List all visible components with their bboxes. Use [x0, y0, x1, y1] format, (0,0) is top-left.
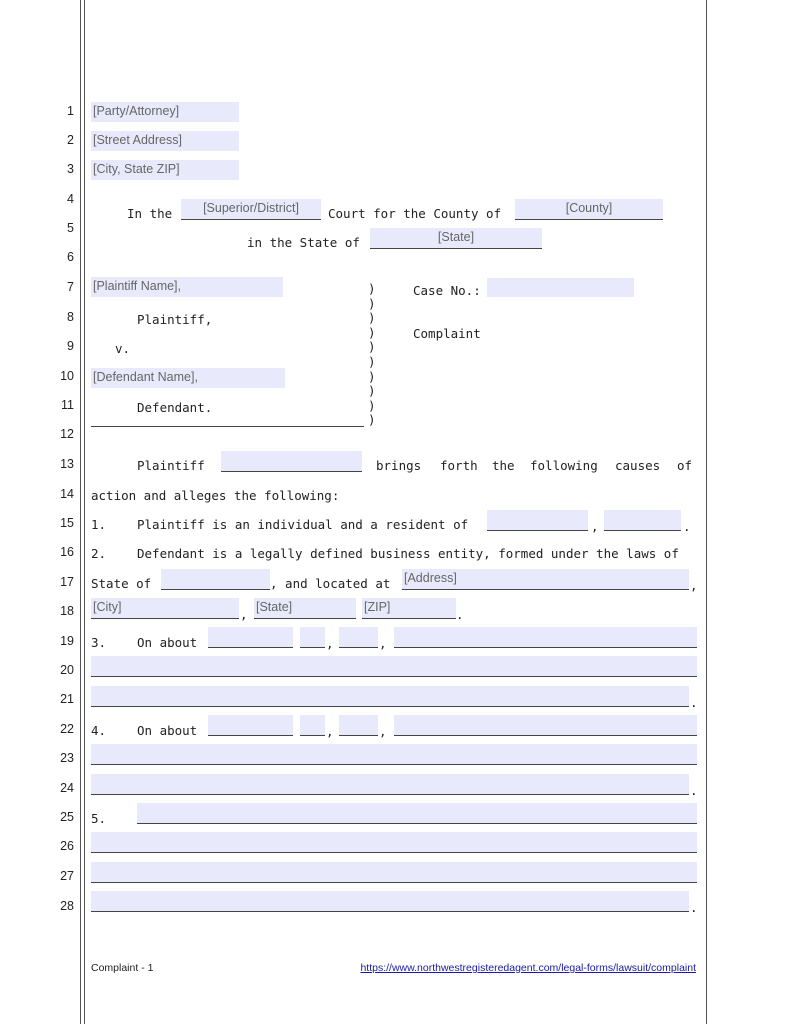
city-field[interactable]: [City]	[91, 598, 239, 619]
line-number: 11	[61, 398, 74, 412]
p5-details-line-4[interactable]	[91, 891, 689, 912]
line-number: 28	[60, 899, 74, 913]
p4-date-month-field[interactable]	[208, 715, 293, 736]
court-in-the-text: In the	[127, 206, 173, 221]
line-number: 9	[67, 339, 74, 353]
line-number: 3	[67, 162, 74, 176]
line-number: 18	[60, 604, 74, 618]
zip-field[interactable]: [ZIP]	[362, 598, 456, 619]
defendant-label: Defendant.	[137, 400, 213, 415]
paragraph-5-number: 5.	[91, 811, 107, 826]
on-about-text: On about	[137, 635, 198, 650]
and-located-at-text: , and located at	[270, 576, 391, 591]
line-number: 16	[60, 545, 74, 559]
address-state-field[interactable]: [State]	[254, 598, 356, 619]
p4-details-line-3[interactable]	[91, 774, 689, 795]
paragraph-1-text: Plaintiff is an individual and a resident of	[137, 517, 469, 532]
line-number: 15	[60, 516, 74, 530]
comma: ,	[379, 724, 387, 739]
comma: ,	[240, 607, 248, 622]
p5-details-line-2[interactable]	[91, 832, 697, 853]
line-number: 1	[67, 104, 74, 118]
line-number: 27	[60, 869, 74, 883]
p4-details-line-2[interactable]	[91, 744, 697, 765]
comma: ,	[690, 578, 698, 593]
right-margin-rule	[706, 0, 707, 1024]
paragraph-2-text: Defendant is a legally defined business entity, formed under the laws of	[137, 546, 679, 561]
p3-date-month-field[interactable]	[208, 627, 293, 648]
p4-details-field[interactable]	[394, 715, 697, 736]
line-number: 26	[60, 839, 74, 853]
line-number: 24	[60, 781, 74, 795]
intro-line-2: action and alleges the following:	[91, 488, 340, 503]
line-number: 25	[60, 810, 74, 824]
line-number: 5	[67, 221, 74, 235]
line-number: 10	[60, 369, 74, 383]
comma: ,	[591, 519, 599, 534]
p5-details-field[interactable]	[137, 803, 697, 824]
intro-word: the	[492, 458, 515, 473]
line-number: 20	[60, 663, 74, 677]
intro-word: brings	[376, 458, 422, 473]
comma: ,	[326, 724, 334, 739]
plaintiff-label: Plaintiff,	[137, 312, 213, 327]
period: .	[683, 519, 691, 534]
case-number-field[interactable]	[487, 278, 634, 297]
p5-details-line-3[interactable]	[91, 862, 697, 883]
left-margin-rule-1	[80, 0, 81, 1024]
line-number: 14	[60, 487, 74, 501]
resident-state-field[interactable]	[604, 510, 681, 531]
state-field[interactable]: [State]	[370, 228, 542, 249]
line-number: 6	[67, 250, 74, 264]
formation-state-field[interactable]	[161, 569, 270, 590]
document-title: Complaint	[413, 326, 481, 341]
county-field[interactable]: [County]	[515, 199, 663, 220]
defendant-name-field[interactable]: [Defendant Name],	[91, 368, 285, 388]
period: .	[690, 783, 698, 798]
line-number: 2	[67, 133, 74, 147]
footer-page-label: Complaint - 1	[91, 962, 154, 974]
p3-details-line-3[interactable]	[91, 686, 689, 707]
court-for-county-text: Court for the County of	[328, 206, 502, 221]
line-number: 22	[60, 722, 74, 736]
period: .	[690, 900, 698, 915]
p3-date-year-field[interactable]	[339, 627, 378, 648]
plaintiff-intro-field[interactable]	[221, 451, 362, 472]
intro-word: of	[677, 458, 693, 473]
intro-word: causes	[615, 458, 661, 473]
party-attorney-field[interactable]: [Party/Attorney]	[91, 102, 239, 122]
comma: ,	[326, 636, 334, 651]
line-number: 13	[60, 457, 74, 471]
paragraph-4-number: 4.	[91, 723, 107, 738]
state-of-text: State of	[91, 576, 152, 591]
street-address-field[interactable]: [Street Address]	[91, 131, 239, 151]
paragraph-1-number: 1.	[91, 517, 107, 532]
intro-word: forth	[440, 458, 478, 473]
period: .	[690, 695, 698, 710]
plaintiff-name-field[interactable]: [Plaintiff Name],	[91, 277, 283, 297]
case-number-label: Case No.:	[413, 283, 481, 298]
intro-word: following	[530, 458, 598, 473]
line-number: 23	[60, 751, 74, 765]
caption-parenthesis-column: ) ) ) ) ) ) ) ) ) )	[368, 281, 376, 428]
line-number: 12	[60, 427, 74, 441]
caption-underline	[91, 426, 364, 427]
p3-date-day-field[interactable]	[300, 627, 325, 648]
city-state-zip-field[interactable]: [City, State ZIP]	[91, 160, 239, 180]
p4-date-day-field[interactable]	[300, 715, 325, 736]
intro-plaintiff-word: Plaintiff	[137, 458, 205, 473]
footer-url-link[interactable]: https://www.northwestregisteredagent.com/legal-forms/lawsuit/complaint	[360, 962, 696, 974]
p3-details-line-2[interactable]	[91, 656, 697, 677]
on-about-text: On about	[137, 723, 198, 738]
paragraph-2-number: 2.	[91, 546, 107, 561]
p4-date-year-field[interactable]	[339, 715, 378, 736]
address-field[interactable]: [Address]	[402, 569, 689, 590]
resident-of-field[interactable]	[487, 510, 588, 531]
versus-label: v.	[115, 341, 131, 356]
comma: ,	[379, 636, 387, 651]
period: .	[456, 607, 464, 622]
p3-details-field[interactable]	[394, 627, 697, 648]
left-margin-rule-2	[84, 0, 85, 1024]
paragraph-3-number: 3.	[91, 635, 107, 650]
line-number: 17	[60, 575, 74, 589]
line-number: 21	[60, 692, 74, 706]
line-number: 19	[60, 634, 74, 648]
line-number: 7	[67, 280, 74, 294]
line-number: 4	[67, 192, 74, 206]
in-state-of-text: in the State of	[247, 235, 360, 250]
court-type-field[interactable]: [Superior/District]	[181, 199, 321, 220]
line-number: 8	[67, 310, 74, 324]
